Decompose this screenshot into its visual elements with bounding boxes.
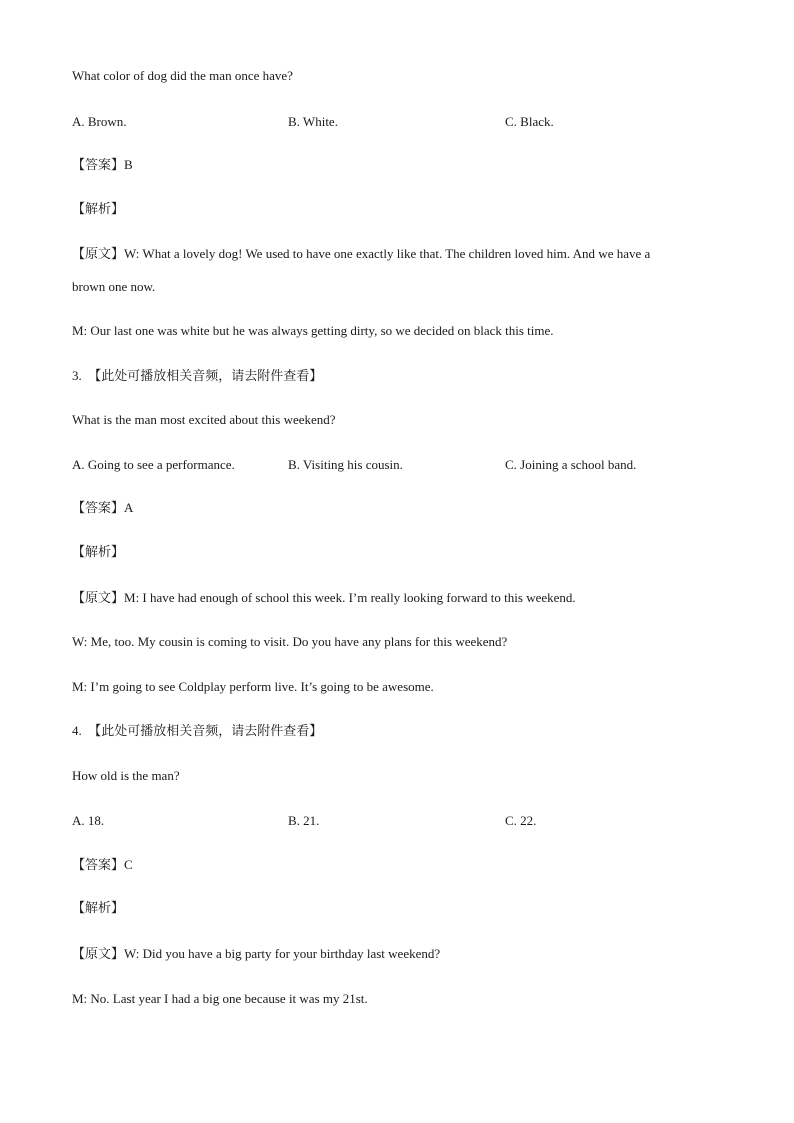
transcript-line: M: No. Last year I had a big one because it was my 21st.: [72, 991, 368, 1006]
answer-label: 【答案】: [72, 858, 125, 873]
answer-value: A: [124, 500, 134, 515]
option-b: B. Visiting his cousin.: [288, 457, 403, 472]
option-c: C. Black.: [505, 114, 554, 129]
audio-note: 【此处可播放相关音频，请去附件查看】: [88, 369, 323, 384]
option-a: A. 18.: [72, 813, 105, 828]
question-text: What color of dog did the man once have?: [72, 68, 293, 83]
question-number: 4.: [72, 723, 82, 738]
answer-line: [72, 157, 133, 174]
answer-line: [72, 500, 133, 517]
question-header: [72, 368, 322, 385]
analysis-label: 【解析】: [72, 901, 125, 916]
answer-label: 【答案】: [72, 501, 125, 516]
option-b: B. 21.: [288, 813, 320, 828]
transcript-line: [72, 246, 650, 263]
answer-label: 【答案】: [72, 158, 125, 173]
option-a: A. Going to see a performance.: [72, 457, 235, 472]
option-b: B. White.: [288, 114, 338, 129]
transcript-line: [72, 946, 440, 963]
question-header: [72, 723, 322, 740]
option-c: C. Joining a school band.: [505, 457, 637, 472]
transcript-line: [72, 590, 576, 607]
transcript-line: M: Our last one was white but he was always getting dirty, so we decided on black this time.: [72, 323, 554, 338]
transcript-line: M: I’m going to see Coldplay perform live. It’s going to be awesome.: [72, 679, 434, 694]
question-text: What is the man most excited about this weekend?: [72, 412, 336, 427]
transcript-label: 【原文】: [72, 247, 125, 262]
audio-note: 【此处可播放相关音频，请去附件查看】: [88, 724, 323, 739]
transcript-label: 【原文】: [72, 947, 125, 962]
transcript-text: W: What a lovely dog! We used to have one exactly like that. The children loved him. And we have a: [124, 246, 651, 261]
option-c: C. 22.: [505, 813, 537, 828]
answer-value: C: [124, 857, 133, 872]
transcript-line: brown one now.: [72, 279, 156, 294]
transcript-text: M: I have had enough of school this week. I’m really looking forward to this weekend.: [124, 590, 576, 605]
transcript-label: 【原文】: [72, 591, 125, 606]
question-text: How old is the man?: [72, 768, 180, 783]
transcript-line: W: Me, too. My cousin is coming to visit. Do you have any plans for this weekend?: [72, 634, 508, 649]
transcript-text: W: Did you have a big party for your birthday last weekend?: [124, 946, 441, 961]
option-a: A. Brown.: [72, 114, 127, 129]
analysis-label: 【解析】: [72, 202, 125, 217]
question-number: 3.: [72, 368, 82, 383]
answer-line: [72, 857, 133, 874]
analysis-label: 【解析】: [72, 545, 125, 560]
answer-value: B: [124, 157, 133, 172]
